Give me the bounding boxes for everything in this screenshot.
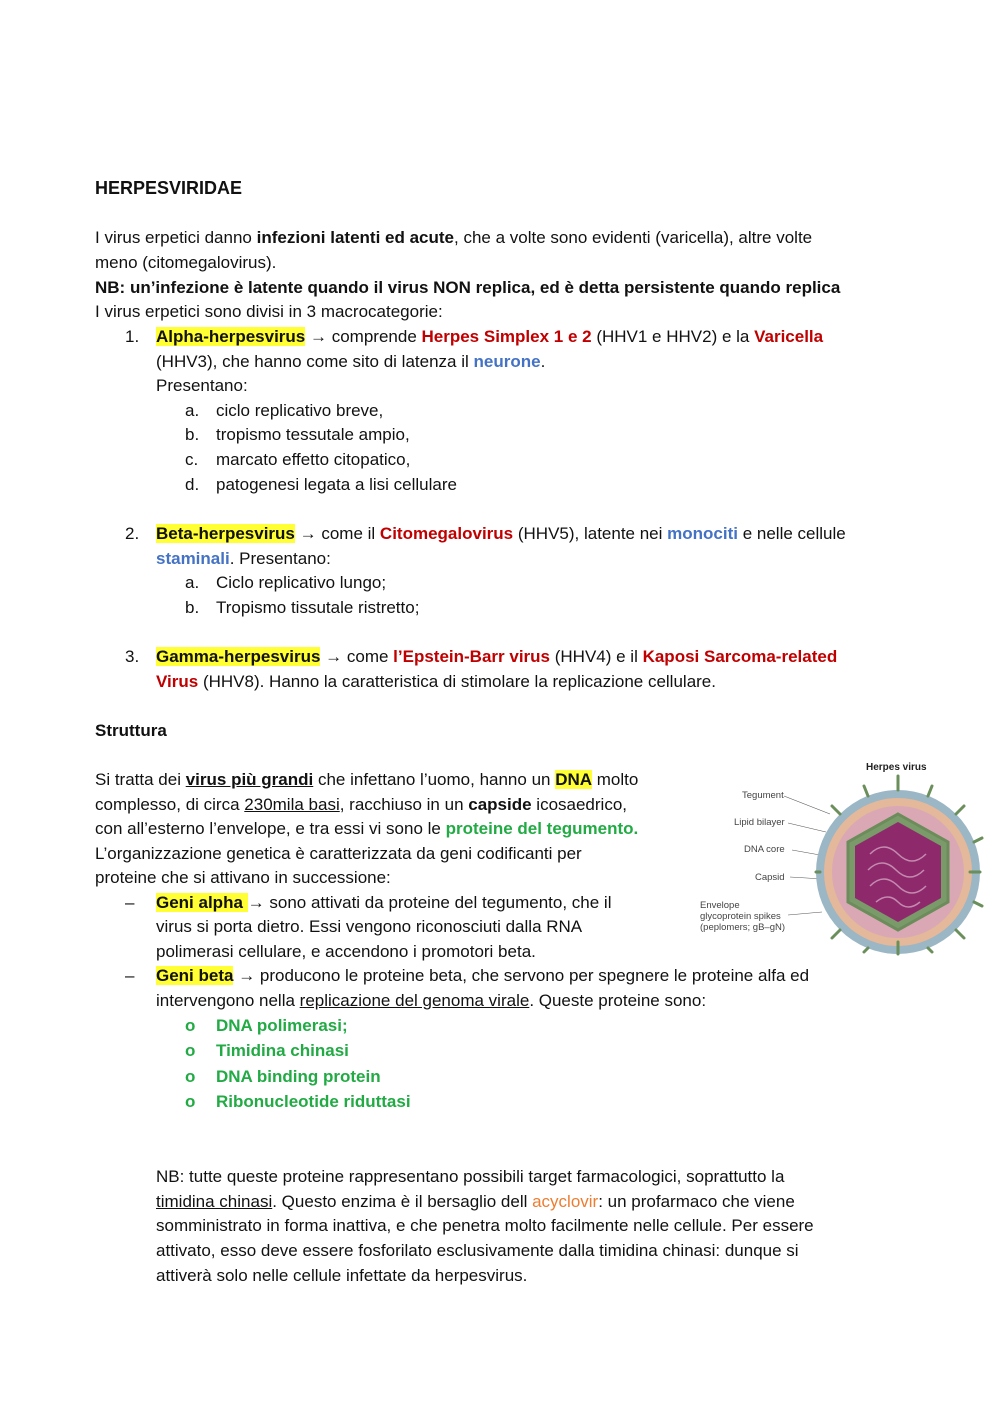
- bullet-icon: o: [185, 1016, 196, 1035]
- category-name: Alpha-herpesvirus: [156, 327, 306, 346]
- list-item: marcato effetto citopatico,: [216, 450, 411, 469]
- gene-name: Geni alpha: [156, 893, 248, 912]
- category-name: Gamma-herpesvirus: [156, 647, 321, 666]
- structure-line-4: L’organizzazione genetica è caratterizzata da geni codificanti per: [95, 844, 582, 863]
- gene-alpha-line-3: polimerasi cellulare, e accendono i promotori beta.: [156, 942, 536, 961]
- nb-latency-note: NB: un’infezione è latente quando il virus NON replica, ed è detta persistente quando replica: [95, 278, 841, 297]
- category-beta-line-2: staminali. Presentano:: [156, 549, 331, 568]
- sub-letter: b.: [185, 598, 200, 617]
- sub-letter: b.: [185, 425, 200, 444]
- list-number: 1.: [125, 327, 140, 346]
- label-envelope: Envelope: [700, 900, 740, 911]
- protein-item: Ribonucleotide riduttasi: [216, 1092, 411, 1111]
- intro-line-4: I virus erpetici sono divisi in 3 macrocategorie:: [95, 302, 443, 321]
- sub-letter: d.: [185, 475, 200, 494]
- dash-bullet: –: [125, 893, 135, 912]
- virus-illustration: [698, 762, 986, 956]
- category-alpha-line-1: Alpha-herpesvirus → comprende Herpes Simplex 1 e 2 (HHV1 e HHV2) e la Varicella: [156, 327, 824, 346]
- label-dna-core: DNA core: [744, 844, 785, 855]
- structure-line-1: Si tratta dei virus più grandi che infettano l’uomo, hanno un DNA molto: [95, 770, 639, 789]
- bullet-icon: o: [185, 1067, 196, 1086]
- sub-letter: a.: [185, 401, 200, 420]
- herpes-virus-diagram: [698, 762, 986, 956]
- label-envelope-2: glycoprotein spikes: [700, 911, 781, 922]
- structure-line-5: proteine che si attivano in successione:: [95, 868, 391, 887]
- section-heading-structure: Struttura: [95, 721, 167, 740]
- category-gamma-line-1: Gamma-herpesvirus → come l’Epstein-Barr virus (HHV4) e il Kaposi Sarcoma-related: [156, 647, 838, 666]
- note-line-3: somministrato in forma inattiva, e che penetra molto facilmente nelle cellule. Per essere: [156, 1216, 814, 1235]
- label-lipid-bilayer: Lipid bilayer: [734, 817, 785, 828]
- figure-title: Herpes virus: [866, 762, 927, 773]
- intro-line-2: meno (citomegalovirus).: [95, 253, 277, 272]
- list-item: tropismo tessutale ampio,: [216, 425, 410, 444]
- dash-bullet: –: [125, 966, 135, 985]
- arrow-icon: →: [238, 966, 256, 985]
- bullet-icon: o: [185, 1041, 196, 1060]
- gene-alpha-line-1: Geni alpha → sono attivati da proteine del tegumento, che il: [156, 893, 612, 912]
- label-tegument: Tegument: [742, 790, 784, 801]
- protein-item: DNA polimerasi;: [216, 1016, 348, 1035]
- category-gamma-line-2: Virus (HHV8). Hanno la caratteristica di stimolare la replicazione cellulare.: [156, 672, 716, 691]
- arrow-icon: →: [247, 893, 265, 912]
- sub-letter: a.: [185, 573, 200, 592]
- list-number: 2.: [125, 524, 140, 543]
- protein-item: DNA binding protein: [216, 1067, 381, 1086]
- note-line-1: NB: tutte queste proteine rappresentano possibili target farmacologici, soprattutto la: [156, 1167, 785, 1186]
- arrow-icon: →: [299, 524, 317, 543]
- gene-beta-line-2: intervengono nella replicazione del genoma virale. Queste proteine sono:: [156, 991, 707, 1010]
- note-line-5: attiverà solo nelle cellule infettate da herpesvirus.: [156, 1266, 528, 1285]
- label-envelope-3: (peplomers; gB–gN): [700, 922, 786, 933]
- protein-item: Timidina chinasi: [216, 1041, 349, 1060]
- list-number: 3.: [125, 647, 140, 666]
- gene-alpha-line-2: virus si porta dietro. Essi vengono riconosciuti dalla RNA: [156, 917, 583, 936]
- note-line-4: attivato, esso deve essere fosforilato esclusivamente dalla timidina chinasi: dunque si: [156, 1241, 799, 1260]
- category-name: Beta-herpesvirus: [156, 524, 295, 543]
- intro-paragraph: I virus erpetici danno infezioni latenti ed acute, che a volte sono evidenti (varicella), altre volte: [95, 228, 813, 247]
- sub-letter: c.: [185, 450, 199, 469]
- arrow-icon: →: [325, 647, 343, 666]
- gene-beta-line-1: Geni beta → producono le proteine beta, che servono per spegnere le proteine alfa ed: [156, 966, 810, 985]
- list-item: Tropismo tissutale ristretto;: [216, 598, 420, 617]
- arrow-icon: →: [310, 327, 327, 346]
- list-item: Ciclo replicativo lungo;: [216, 573, 387, 592]
- structure-line-3: con all’esterno l’envelope, e tra essi vi sono le proteine del tegumento.: [95, 819, 639, 838]
- label-capsid: Capsid: [755, 872, 785, 883]
- structure-line-2: complesso, di circa 230mila basi, racchiuso in un capside icosaedrico,: [95, 795, 627, 814]
- category-alpha-line-3: Presentano:: [156, 376, 248, 395]
- category-beta-line-1: Beta-herpesvirus → come il Citomegalovirus (HHV5), latente nei monociti e nelle cellule: [156, 524, 846, 543]
- page-title: HERPESVIRIDAE: [95, 178, 243, 198]
- note-line-2: timidina chinasi. Questo enzima è il bersaglio dell acyclovir: un profarmaco che viene: [156, 1192, 795, 1211]
- bullet-icon: o: [185, 1092, 196, 1111]
- list-item: patogenesi legata a lisi cellulare: [216, 475, 457, 494]
- list-item: ciclo replicativo breve,: [216, 401, 384, 420]
- category-alpha-line-2: (HHV3), che hanno come sito di latenza il neurone.: [156, 352, 546, 371]
- gene-name: Geni beta: [156, 966, 234, 985]
